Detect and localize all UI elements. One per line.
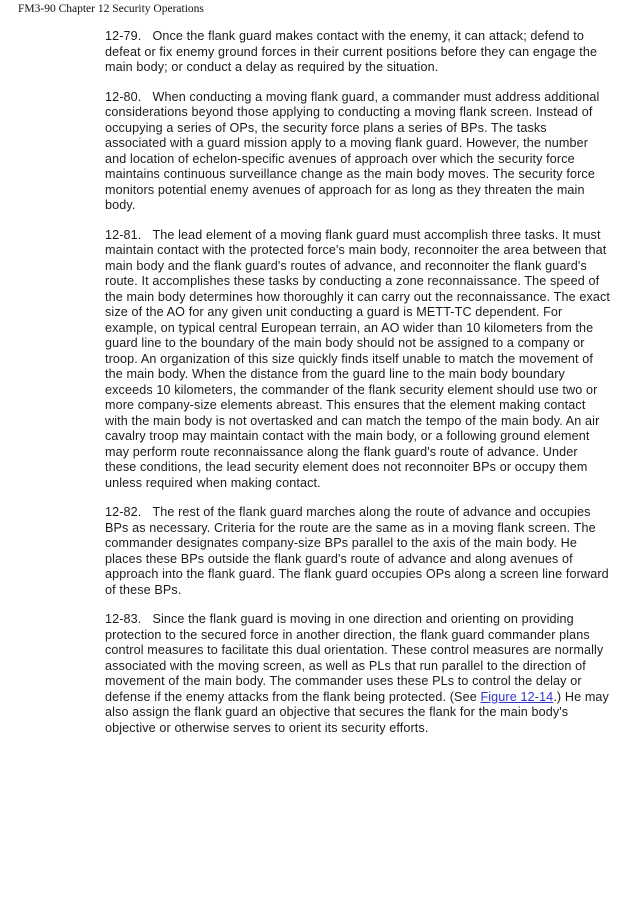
paragraph-12-83	[105, 612, 611, 736]
document-body	[105, 29, 611, 750]
paragraph-text: The rest of the flank guard marches along the route of advance and occupies BPs as necessary. Criteria for the route are the same as in a moving flank screen. The commander designates company-size BPs parallel to the axis of the main body. He places these BPs outside the flank guard's route of advance and along avenues of approach into the flank guard. The flank guard occupies OPs along a screen line forward of these BPs.	[105, 505, 609, 597]
paragraph-number: 12-80.	[105, 89, 142, 104]
page-header: FM3-90 Chapter 12 Security Operations	[18, 3, 204, 15]
paragraph-number: 12-81.	[105, 227, 142, 242]
paragraph-text: .) He may also assign the flank guard an objective that secures the flank for the main body's objective or otherwise serves to orient its security efforts.	[105, 689, 609, 735]
paragraph-text: Once the flank guard makes contact with the enemy, it can attack; defend to defeat or fix enemy ground forces in their current positions before they can engage the main body; or conduct a delay as required by the situation.	[105, 29, 598, 74]
paragraph-text: The lead element of a moving flank guard must accomplish three tasks. It must maintain contact with the protected force's main body, reconnoiter the area between that main body and the flank guard's routes of advance, and reconnoiter the flank guard's route. It accomplishes these tasks by conducting a zone reconnaissance. The speed of the main body determines how thoroughly it can carry out the reconnaissance. The exact size of the AO for any given unit conducting a guard is METT-TC dependent. For example, on typical central European terrain, an AO wider than 10 kilometers from the guard line to the boundary of the main body should not be assigned to a company or troop. An organization of this size quickly finds itself unable to match the movement of the main body. When the distance from the guard line to the main body boundary exceeds 10 kilometers, the commander of the flank security element should use two or more company-size elements abreast. This ensures that the element making contact with the main body is not overtasked and can match the tempo of the main body. An air cavalry troop may maintain contact with the main body, or a following ground element may perform route reconnaissance along the flank guard's route of advance. Under these conditions, the lead security element does not reconnoiter BPs or occupy them unless required when making contact.	[105, 227, 611, 490]
paragraph-12-81	[105, 228, 611, 492]
paragraph-number: 12-83.	[105, 612, 142, 626]
paragraph-12-82	[105, 505, 611, 598]
paragraph-text: When conducting a moving flank guard, a commander must address additional considerations beyond those applying to conducting a moving flank screen. Instead of occupying a series of OPs, the security force plans a series of BPs. The tasks associated with a guard mission apply to a moving flank guard. However, the number and location of echelon-specific avenues of approach over which the security force maintains continuous surveillance change as the main body moves. The security force monitors potential enemy avenues of approach for as long as they threaten the main body.	[105, 89, 600, 212]
paragraph-12-80	[105, 90, 611, 214]
paragraph-number: 12-82.	[105, 505, 142, 519]
figure-12-14-link[interactable]: Figure 12-14	[480, 689, 554, 704]
paragraph-number: 12-79.	[105, 29, 142, 43]
paragraph-text: Since the flank guard is moving in one direction and orienting on providing protection to the secured force in another direction, the flank guard commander plans control measures to facilitate this dual orientation. These control measures are normally associated with the moving screen, as well as PLs that run parallel to the direction of movement of the main body. The commander uses these PLs to control the delay or defense if the enemy attacks from the flank being protected. (See	[105, 612, 604, 704]
paragraph-12-79	[105, 29, 611, 76]
